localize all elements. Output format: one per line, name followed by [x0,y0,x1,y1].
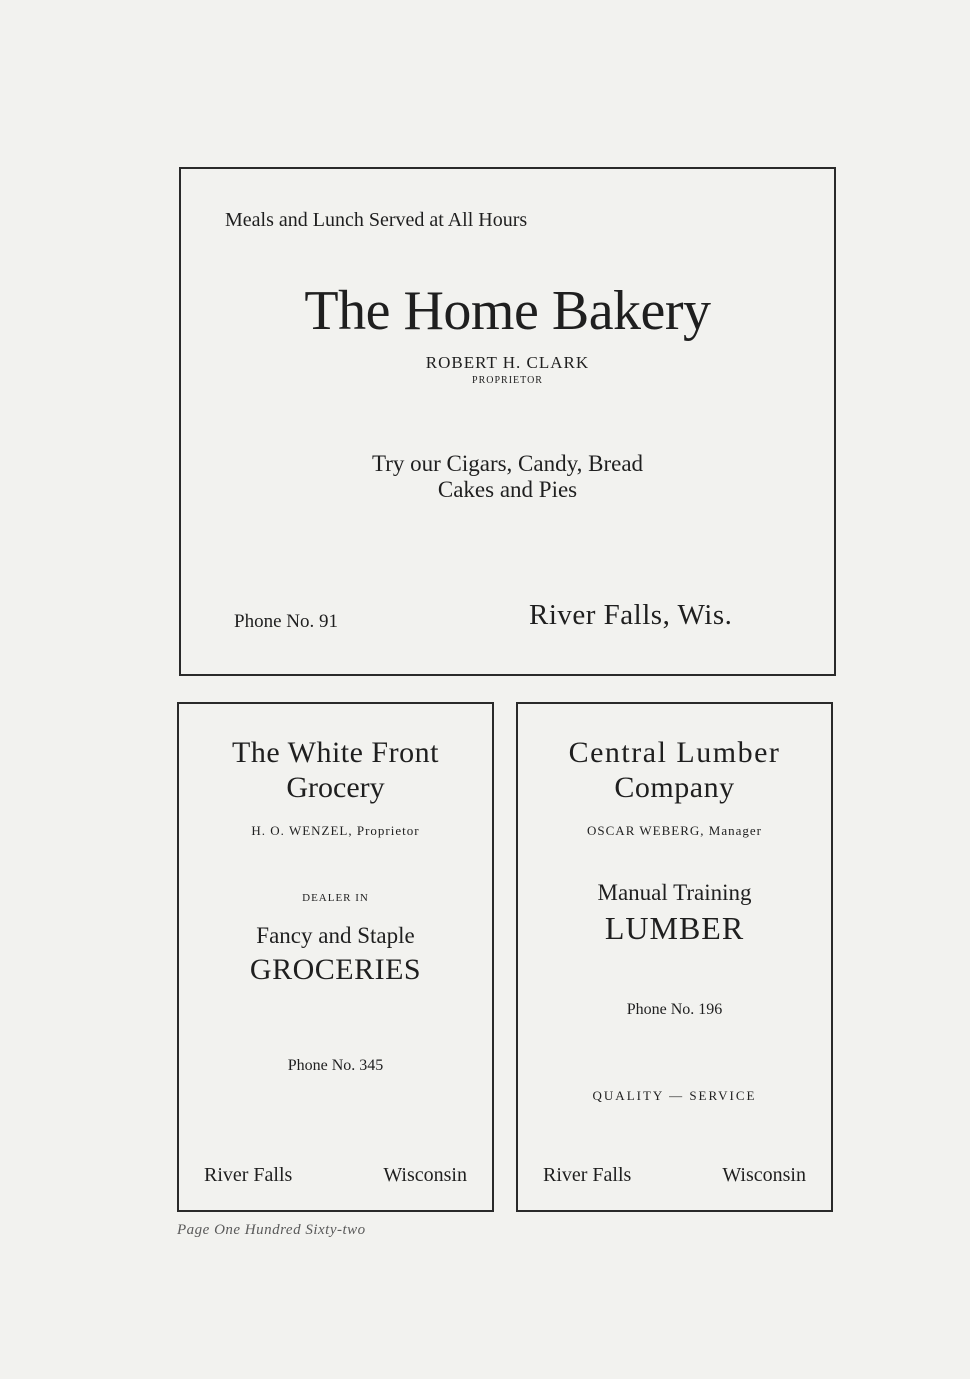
grocery-title-line1: The White Front [232,736,439,769]
grocery-city: River Falls [204,1164,293,1186]
lumber-phone: Phone No. 196 [626,1001,723,1018]
grocery-goods-line1: Fancy and Staple [256,923,415,948]
grocery-title-line2: Grocery [286,771,385,804]
page-number-caption: Page One Hundred Sixty-two [177,1222,366,1238]
white-front-grocery-ad [177,702,494,1212]
bakery-location: River Falls, Wis. [529,599,733,631]
grocery-state: Wisconsin [383,1164,467,1186]
bakery-title: The Home Bakery [304,280,711,342]
bakery-offer-line2: Cakes and Pies [437,477,578,502]
bakery-owner-role: PROPRIETOR [472,375,543,386]
bakery-phone: Phone No. 91 [234,611,338,632]
lumber-state: Wisconsin [722,1164,806,1186]
lumber-title-line2: Company [614,771,735,804]
lumber-goods-line2: LUMBER [604,910,745,946]
lumber-title-line1: Central Lumber [568,736,781,769]
grocery-goods-line2: GROCERIES [249,953,422,986]
lumber-city: River Falls [543,1164,632,1186]
bakery-owner: ROBERT H. CLARK [425,353,590,372]
grocery-phone: Phone No. 345 [287,1057,384,1074]
home-bakery-ad [179,167,836,676]
central-lumber-ad [516,702,833,1212]
grocery-owner: H. O. WENZEL, Proprietor [251,823,420,838]
lumber-goods-line1: Manual Training [597,880,752,905]
grocery-dealer-label: DEALER IN [302,892,369,904]
bakery-tagline: Meals and Lunch Served at All Hours [225,209,528,231]
lumber-manager: OSCAR WEBERG, Manager [587,823,762,838]
lumber-slogan: QUALITY — SERVICE [592,1088,757,1103]
bakery-offer-line1: Try our Cigars, Candy, Bread [371,451,644,476]
